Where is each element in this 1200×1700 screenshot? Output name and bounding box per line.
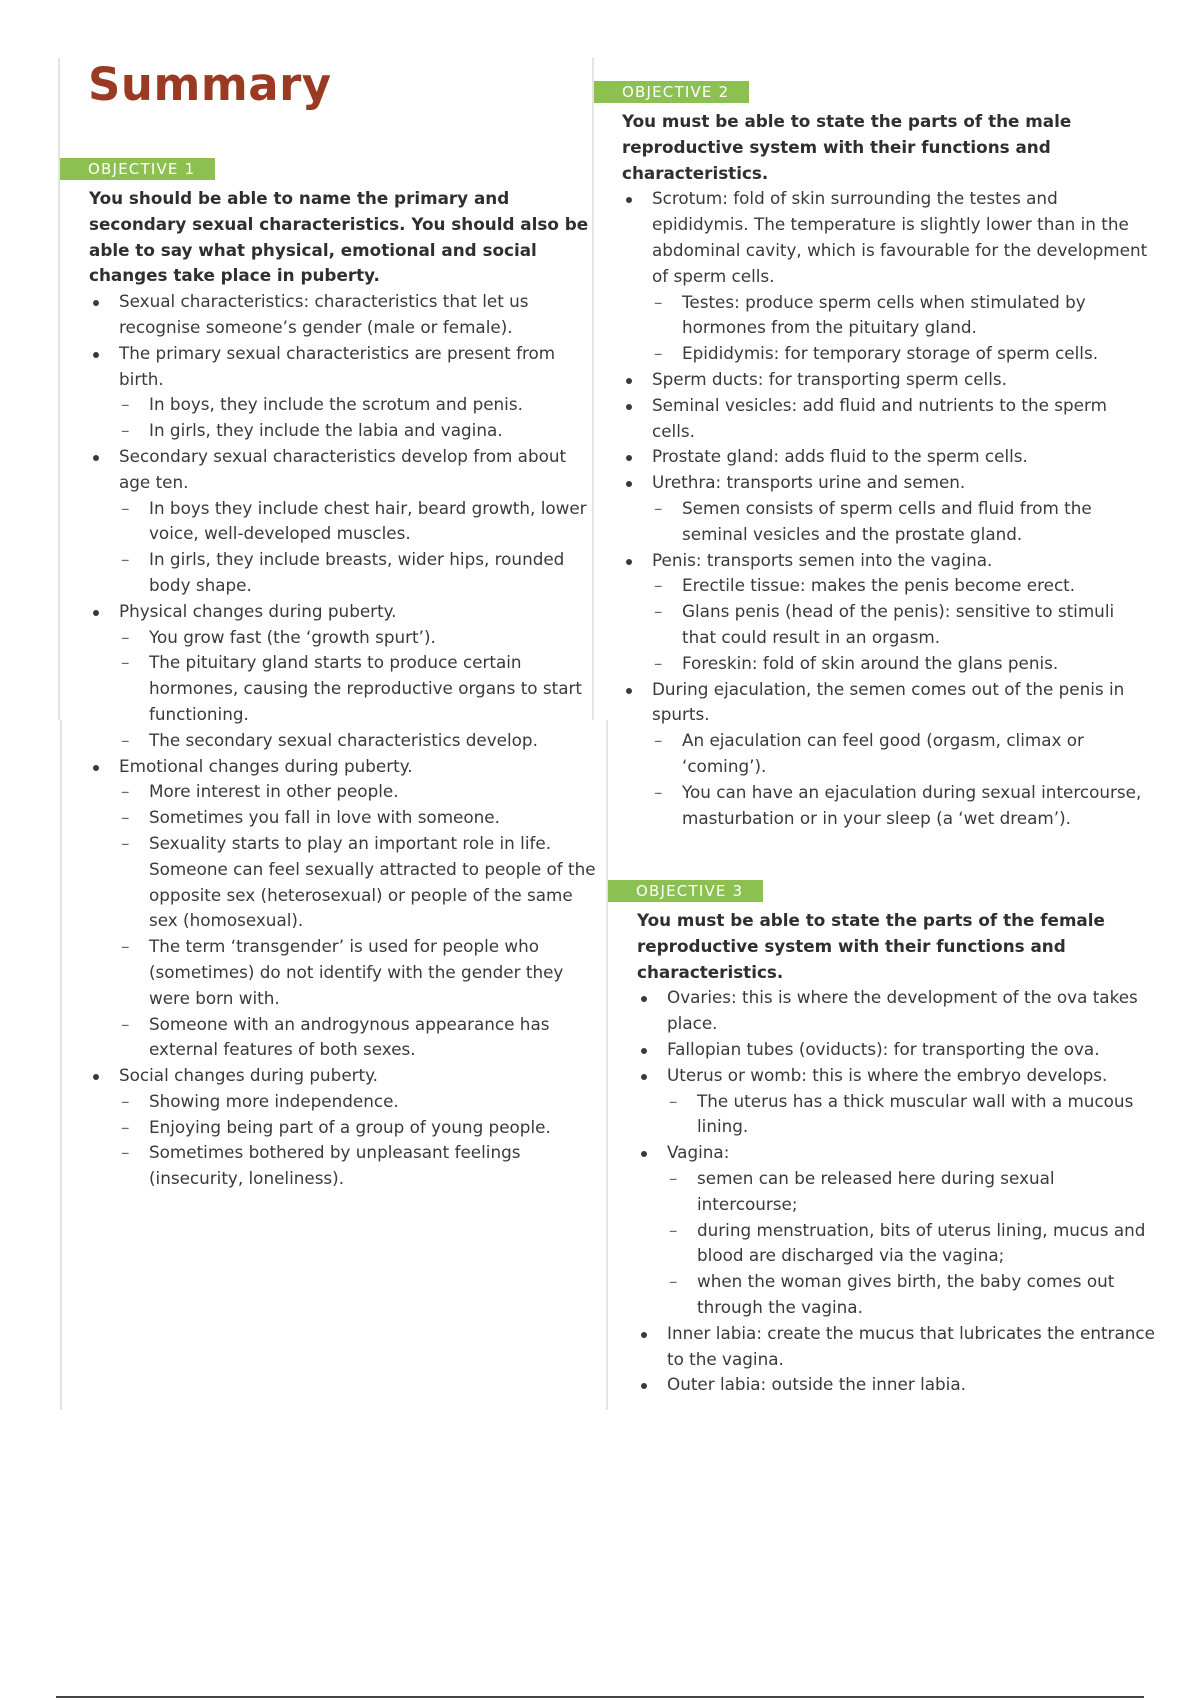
sub-item: – Showing more independence. <box>89 1089 599 1115</box>
sub-item: – Sometimes bothered by unpleasant feelings (insecurity, loneliness). <box>89 1140 599 1192</box>
objective-2-intro: You must be able to state the parts of the male reproductive system with their functions and characteristics. <box>622 111 1072 183</box>
objective-3-list <box>637 985 1157 1398</box>
objective-3-section <box>637 908 1157 1398</box>
bullet-item: Uterus or womb: this is where the embryo develops. <box>637 1063 1157 1089</box>
sub-item: – Someone with an androgynous appearance has external features of both sexes. <box>89 1012 599 1064</box>
bullet-item: Inner labia: create the mucus that lubricates the entrance to the vagina. <box>637 1321 1157 1373</box>
sub-item: – Enjoying being part of a group of young people. <box>89 1115 599 1141</box>
bullet-item: Outer labia: outside the inner labia. <box>637 1372 1157 1398</box>
sub-item: – More interest in other people. <box>89 779 599 805</box>
footer-rule <box>56 1696 1144 1698</box>
bullet-item: Scrotum: fold of skin surrounding the testes and epididymis. The temperature is slightly lower than in the abdominal cavity, which is favourable for the development of sperm cells. <box>622 186 1152 289</box>
bullet-item: During ejaculation, the semen comes out of the penis in spurts. <box>622 677 1152 729</box>
bullet-item: Sexual characteristics: characteristics that let us recognise someone’s gender (male or female). <box>89 289 599 341</box>
page-title: Summary <box>88 58 332 111</box>
sub-item: – semen can be released here during sexual intercourse; <box>637 1166 1157 1218</box>
sub-item: – In boys, they include the scrotum and penis. <box>89 392 599 418</box>
sub-item: – The pituitary gland starts to produce certain hormones, causing the reproductive organs to start functioning. <box>89 650 599 727</box>
sub-item: – You grow fast (the ‘growth spurt’). <box>89 625 599 651</box>
sub-item: – The uterus has a thick muscular wall with a mucous lining. <box>637 1089 1157 1141</box>
bullet-item: Urethra: transports urine and semen. <box>622 470 1152 496</box>
sub-item: – In girls, they include breasts, wider hips, rounded body shape. <box>89 547 599 599</box>
bullet-item: Ovaries: this is where the development of the ova takes place. <box>637 985 1157 1037</box>
sub-item: – You can have an ejaculation during sexual intercourse, masturbation or in your sleep (a ‘wet dream’). <box>622 780 1152 832</box>
bullet-item: Physical changes during puberty. <box>89 599 599 625</box>
bullet-item: Fallopian tubes (oviducts): for transporting the ova. <box>637 1037 1157 1063</box>
bullet-item: Emotional changes during puberty. <box>89 754 599 780</box>
sub-item: – Foreskin: fold of skin around the glans penis. <box>622 651 1152 677</box>
sub-item: – Semen consists of sperm cells and fluid from the seminal vesicles and the prostate gland. <box>622 496 1152 548</box>
objective-2-list <box>622 186 1152 831</box>
objective-2-label: OBJECTIVE 2 <box>594 81 749 103</box>
sub-item: – during menstruation, bits of uterus lining, mucus and blood are discharged via the vagina; <box>637 1218 1157 1270</box>
column-divider <box>606 720 608 1410</box>
bullet-item: Sperm ducts: for transporting sperm cells. <box>622 367 1152 393</box>
sub-item: – Sometimes you fall in love with someone. <box>89 805 599 831</box>
sub-item: – The term ‘transgender’ is used for people who (sometimes) do not identify with the gender they were born with. <box>89 934 599 1011</box>
sub-item: – when the woman gives birth, the baby comes out through the vagina. <box>637 1269 1157 1321</box>
objective-3-label: OBJECTIVE 3 <box>608 880 763 902</box>
objective-1-list <box>89 289 599 1192</box>
bullet-item: Social changes during puberty. <box>89 1063 599 1089</box>
objective-1-label: OBJECTIVE 1 <box>60 158 215 180</box>
bullet-item: Penis: transports semen into the vagina. <box>622 548 1152 574</box>
objective-1-section <box>89 186 599 1192</box>
sub-item: – Glans penis (head of the penis): sensitive to stimuli that could result in an orgasm. <box>622 599 1152 651</box>
bullet-item: Vagina: <box>637 1140 1157 1166</box>
objective-3-intro: You must be able to state the parts of the female reproductive system with their functions and characteristics. <box>637 910 1105 982</box>
column-divider <box>60 720 62 1410</box>
sub-item: – Testes: produce sperm cells when stimulated by hormones from the pituitary gland. <box>622 290 1152 342</box>
objective-2-section <box>622 109 1152 831</box>
bullet-item: Seminal vesicles: add fluid and nutrients to the sperm cells. <box>622 393 1152 445</box>
sub-item: – An ejaculation can feel good (orgasm, climax or ‘coming’). <box>622 728 1152 780</box>
sub-item: – Epididymis: for temporary storage of sperm cells. <box>622 341 1152 367</box>
objective-1-intro: You should be able to name the primary and secondary sexual characteristics. You should also be able to say what physical, emotional and social changes take place in puberty. <box>89 188 589 286</box>
sub-item: – The secondary sexual characteristics develop. <box>89 728 599 754</box>
sub-item: – In boys they include chest hair, beard growth, lower voice, well-developed muscles. <box>89 496 599 548</box>
sub-item: – Sexuality starts to play an important role in life. Someone can feel sexually attracted to people of the opposite sex (heterosexual) or people of the same sex (homosexual). <box>89 831 599 934</box>
bullet-item: The primary sexual characteristics are present from birth. <box>89 341 599 393</box>
sub-item: – In girls, they include the labia and vagina. <box>89 418 599 444</box>
bullet-item: Secondary sexual characteristics develop from about age ten. <box>89 444 599 496</box>
bullet-item: Prostate gland: adds fluid to the sperm cells. <box>622 444 1152 470</box>
sub-item: – Erectile tissue: makes the penis become erect. <box>622 573 1152 599</box>
